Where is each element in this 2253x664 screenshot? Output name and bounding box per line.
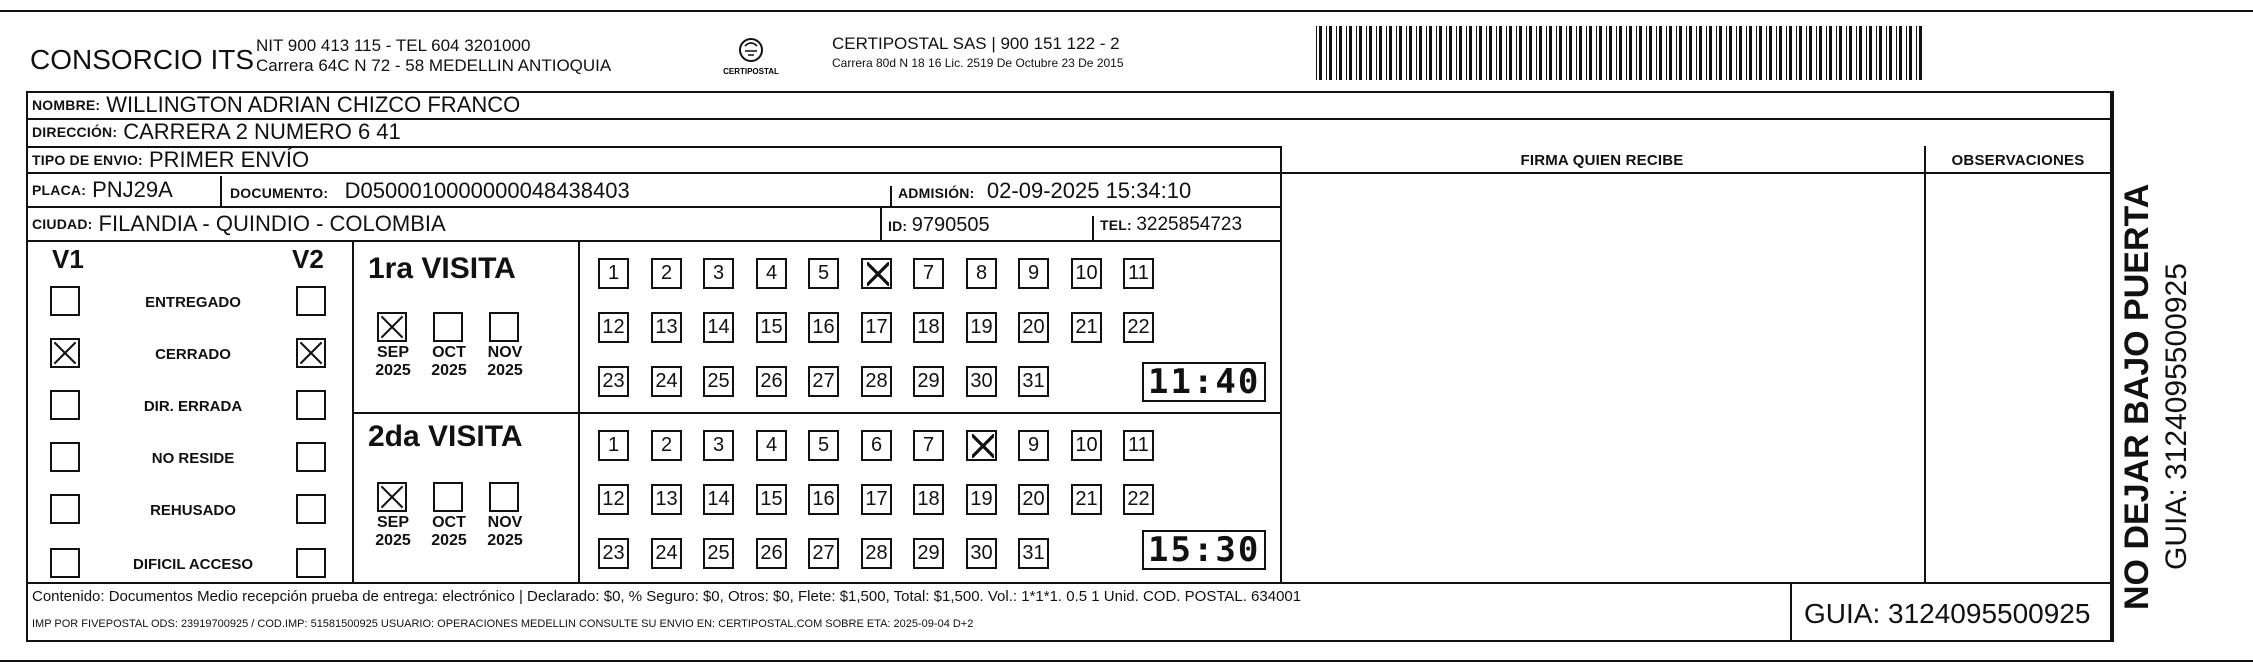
tel-field — [1100, 214, 1242, 236]
barcode-bar — [1506, 26, 1507, 80]
barcode-bar — [1516, 26, 1517, 80]
visit1-day[interactable]: 15 — [756, 312, 787, 343]
visit2-day[interactable]: 17 — [861, 484, 892, 515]
visit1-day[interactable]: 9 — [1018, 258, 1049, 289]
placa-divider — [220, 176, 222, 206]
barcode-bar — [1439, 26, 1442, 80]
barcode-bar — [1676, 26, 1677, 80]
visit2-day[interactable]: 16 — [808, 484, 839, 515]
certipostal-logo — [723, 34, 779, 80]
barcode-bar — [1599, 26, 1602, 80]
barcode-bar — [1576, 26, 1577, 80]
barcode-bar — [1376, 26, 1377, 80]
barcode-bar — [1589, 26, 1592, 80]
id-field — [888, 214, 990, 237]
visit2-day[interactable]: 25 — [703, 538, 734, 569]
admision-divider — [890, 186, 892, 206]
barcode-bar — [1389, 26, 1392, 80]
status-option-label: REHUSADO — [150, 502, 236, 519]
barcode-bar — [1906, 26, 1907, 80]
visit2-day[interactable]: 5 — [808, 430, 839, 461]
row-line-4 — [26, 206, 1282, 208]
visit1-day[interactable]: 14 — [703, 312, 734, 343]
barcode-bar — [1349, 26, 1352, 80]
visit1-day[interactable]: 10 — [1071, 258, 1102, 289]
barcode-bar — [1639, 26, 1642, 80]
v1-checkbox[interactable] — [50, 442, 80, 472]
side-guia — [2160, 263, 2194, 570]
barcode-bar — [1559, 26, 1562, 80]
visit2-month-checkbox[interactable] — [377, 482, 407, 512]
barcode-bar — [1769, 26, 1772, 80]
visit2-day[interactable]: 3 — [703, 430, 734, 461]
v1-checkbox[interactable] — [50, 338, 80, 368]
footer-imp: IMP POR FIVEPOSTAL ODS: 23919700925 / COD.IMP: 51581500925 USUARIO: OPERACIONES MEDELLIN CONSULTE SU ENVIO EN: CERTIPOSTAL.COM SOBRE ETA: 2025-09-04 D+2 — [32, 618, 974, 630]
barcode-bar — [1889, 26, 1892, 80]
barcode-bar — [1796, 26, 1797, 80]
visit1-month-year: 2025 — [375, 362, 411, 379]
barcode-bar — [1509, 26, 1512, 80]
barcode-bar — [1696, 26, 1697, 80]
visit2-day[interactable] — [966, 430, 997, 461]
visit1-day[interactable]: 3 — [703, 258, 734, 289]
barcode-bar — [1386, 26, 1387, 80]
side-warning-text: NO DEJAR BAJO PUERTA — [2118, 183, 2156, 610]
visit2-day[interactable]: 18 — [913, 484, 944, 515]
status-option-label: ENTREGADO — [145, 294, 241, 311]
v1-checkbox[interactable] — [50, 390, 80, 420]
barcode-bar — [1709, 26, 1712, 80]
barcode-bar — [1836, 26, 1837, 80]
visit2-day[interactable]: 23 — [598, 538, 629, 569]
visit2-day[interactable]: 26 — [756, 538, 787, 569]
observaciones-area[interactable] — [1928, 176, 2108, 580]
barcode-bar — [1706, 26, 1707, 80]
visit1-day[interactable]: 25 — [703, 366, 734, 397]
visit1-day[interactable]: 2 — [651, 258, 682, 289]
direccion-row — [28, 118, 401, 146]
status-divider — [352, 240, 354, 582]
barcode-bar — [1659, 26, 1662, 80]
barcode-bar — [1379, 26, 1382, 80]
status-option-label: DIR. ERRADA — [143, 398, 243, 415]
visit1-day[interactable]: 20 — [1018, 312, 1049, 343]
ciudad-label: CIUDAD: — [32, 216, 93, 232]
barcode-bar — [1916, 26, 1917, 80]
barcode-bar — [1766, 26, 1767, 80]
v2-checkbox[interactable] — [296, 548, 326, 578]
visit2-day[interactable]: 14 — [703, 484, 734, 515]
barcode-bar — [1846, 26, 1847, 80]
direccion-label: DIRECCIÓN: — [32, 124, 118, 140]
visit1-day[interactable]: 7 — [913, 258, 944, 289]
placa-value: PNJ29A — [92, 177, 173, 202]
visit1-day[interactable]: 11 — [1123, 258, 1154, 289]
v1-checkbox[interactable] — [50, 548, 80, 578]
barcode-bar — [1316, 26, 1317, 80]
barcode-bar — [1669, 26, 1672, 80]
barcode-bar — [1429, 26, 1432, 80]
visit2-day[interactable]: 31 — [1018, 538, 1049, 569]
visit2-day[interactable]: 29 — [913, 538, 944, 569]
barcode-bar — [1356, 26, 1357, 80]
visit1-day[interactable]: 27 — [808, 366, 839, 397]
id-label: ID: — [888, 218, 908, 234]
barcode-bar — [1496, 26, 1497, 80]
v2-checkbox[interactable] — [296, 390, 326, 420]
barcode-bar — [1499, 26, 1502, 80]
barcode-bar — [1396, 26, 1397, 80]
barcode-bar — [1839, 26, 1842, 80]
barcode-bar — [1339, 26, 1342, 80]
barcode-bar — [1326, 26, 1327, 80]
row-line-footer — [26, 582, 2112, 584]
courier-address: Carrera 80d N 18 16 Lic. 2519 De Octubre 23 De 2015 — [832, 56, 1124, 70]
barcode-bar — [1319, 26, 1322, 80]
visit2-day[interactable]: 2 — [651, 430, 682, 461]
barcode-bar — [1726, 26, 1727, 80]
barcode-bar — [1456, 26, 1457, 80]
barcode-bar — [1826, 26, 1827, 80]
barcode-bar — [1829, 26, 1832, 80]
admision-label: ADMISIÓN: — [898, 185, 975, 201]
visit1-month-name: OCT — [432, 344, 466, 361]
visit2-month-year: 2025 — [431, 532, 467, 549]
company-address: Carrera 64C N 72 - 58 MEDELLIN ANTIOQUIA — [256, 56, 612, 75]
barcode-bar — [1409, 26, 1412, 80]
visit2-day[interactable]: 10 — [1071, 430, 1102, 461]
visit2-day[interactable]: 15 — [756, 484, 787, 515]
placa-label: PLACA: — [32, 182, 87, 198]
barcode-bar — [1756, 26, 1757, 80]
visit1-day[interactable]: 18 — [913, 312, 944, 343]
visit2-time: 15:30 — [1142, 530, 1266, 570]
barcode-bar — [1536, 26, 1537, 80]
barcode-bar — [1776, 26, 1777, 80]
status-option-label: NO RESIDE — [151, 450, 235, 467]
firma-label: FIRMA QUIEN RECIBE — [1520, 152, 1684, 169]
company-nit: NIT 900 413 115 - TEL 604 3201000 — [256, 36, 531, 55]
visit2-day[interactable]: 20 — [1018, 484, 1049, 515]
v1-label: V1 — [52, 244, 84, 274]
barcode-bar — [1656, 26, 1657, 80]
visit1-month-year: 2025 — [487, 362, 523, 379]
bottom-border — [0, 660, 2253, 662]
direccion-value: CARRERA 2 NUMERO 6 41 — [123, 119, 401, 144]
firma-left-divider — [1280, 146, 1282, 582]
visit1-day[interactable]: 13 — [651, 312, 682, 343]
visit1-month-checkbox[interactable] — [433, 312, 463, 342]
visit2-day[interactable]: 7 — [913, 430, 944, 461]
visit2-day[interactable]: 1 — [598, 430, 629, 461]
barcode-bar — [1369, 26, 1372, 80]
barcode-bar — [1366, 26, 1367, 80]
barcode-bar — [1849, 26, 1852, 80]
barcode-bar — [1729, 26, 1732, 80]
visit1-day[interactable]: 12 — [598, 312, 629, 343]
barcode-bar — [1716, 26, 1717, 80]
barcode-bar — [1556, 26, 1557, 80]
barcode-bar — [1686, 26, 1687, 80]
barcode-bar — [1329, 26, 1332, 80]
barcode-bar — [1586, 26, 1587, 80]
visit1-day[interactable]: 21 — [1071, 312, 1102, 343]
visit2-month-name: NOV — [487, 514, 523, 531]
footer-guia-divider — [1790, 582, 1792, 642]
seal-icon — [723, 34, 779, 80]
visit2-month-checkbox[interactable] — [489, 482, 519, 512]
ciudad-row — [28, 210, 446, 238]
barcode-bar — [1596, 26, 1597, 80]
id-value: 9790505 — [911, 214, 990, 236]
v2-checkbox[interactable] — [296, 494, 326, 524]
barcode-bar — [1436, 26, 1437, 80]
barcode-bar — [1419, 26, 1422, 80]
visit1-day[interactable]: 19 — [966, 312, 997, 343]
status-option-label: CERRADO — [155, 346, 231, 363]
barcode-bar — [1426, 26, 1427, 80]
barcode-bar — [1649, 26, 1652, 80]
barcode-bar — [1909, 26, 1912, 80]
barcode-bar — [1519, 26, 1522, 80]
visit2-day[interactable]: 4 — [756, 430, 787, 461]
status-option-label: DIFICIL ACCESO — [132, 556, 253, 573]
barcode-bar — [1809, 26, 1812, 80]
tel-divider — [1092, 216, 1094, 240]
visit1-month-checkbox[interactable] — [489, 312, 519, 342]
barcode-bar — [1529, 26, 1532, 80]
barcode-bar — [1606, 26, 1607, 80]
barcode-bar — [1646, 26, 1647, 80]
visit1-time: 11:40 — [1142, 362, 1266, 402]
barcode-bar — [1466, 26, 1467, 80]
visit1-month-name: NOV — [487, 344, 523, 361]
visit1-day[interactable]: 1 — [598, 258, 629, 289]
visit1-day[interactable]: 4 — [756, 258, 787, 289]
visit1-day[interactable]: 8 — [966, 258, 997, 289]
tipo-value: PRIMER ENVÍO — [148, 147, 310, 172]
visit2-day[interactable]: 19 — [966, 484, 997, 515]
barcode-bar — [1579, 26, 1582, 80]
visit2-day[interactable]: 28 — [861, 538, 892, 569]
barcode-bar — [1569, 26, 1572, 80]
v2-checkbox[interactable] — [296, 442, 326, 472]
barcode-bar — [1919, 26, 1922, 80]
v2-checkbox[interactable] — [296, 286, 326, 316]
visit1-month-checkbox[interactable] — [377, 312, 407, 342]
v1-checkbox[interactable] — [50, 286, 80, 316]
v2-checkbox[interactable] — [296, 338, 326, 368]
visit2-day[interactable]: 30 — [966, 538, 997, 569]
admision-value: 02-09-2025 15:34:10 — [986, 178, 1192, 203]
visit2-day[interactable]: 24 — [651, 538, 682, 569]
barcode-bar — [1336, 26, 1337, 80]
v2-label: V2 — [292, 244, 324, 274]
documento-value: D0500010000000048438403 — [344, 178, 630, 203]
admision-field — [898, 178, 1191, 204]
barcode-bar — [1896, 26, 1897, 80]
documento-label: DOCUMENTO: — [230, 185, 329, 201]
barcode-bar — [1666, 26, 1667, 80]
visit2-month-year: 2025 — [487, 532, 523, 549]
id-divider — [880, 206, 882, 240]
tel-label: TEL: — [1100, 217, 1132, 233]
barcode-bar — [1446, 26, 1447, 80]
barcode-bar — [1616, 26, 1617, 80]
barcode-bar — [1786, 26, 1787, 80]
visit2-day[interactable]: 12 — [598, 484, 629, 515]
nombre-row — [28, 91, 520, 119]
observaciones-label: OBSERVACIONES — [1951, 152, 2085, 169]
visit2-day[interactable]: 9 — [1018, 430, 1049, 461]
barcode-bar — [1739, 26, 1742, 80]
barcode-image — [1316, 26, 1928, 80]
barcode-bar — [1736, 26, 1737, 80]
visit2-day[interactable]: 22 — [1123, 484, 1154, 515]
barcode-bar — [1629, 26, 1632, 80]
nombre-value: WILLINGTON ADRIAN CHIZCO FRANCO — [106, 92, 521, 117]
barcode-bar — [1759, 26, 1762, 80]
barcode-bar — [1459, 26, 1462, 80]
visit1-day[interactable]: 24 — [651, 366, 682, 397]
barcode-bar — [1566, 26, 1567, 80]
visit1-day[interactable]: 30 — [966, 366, 997, 397]
barcode-bar — [1486, 26, 1487, 80]
barcode-bar — [1779, 26, 1782, 80]
barcode-bar — [1489, 26, 1492, 80]
barcode-bar — [1636, 26, 1637, 80]
footer-guia: GUIA: 3124095500925 — [1804, 598, 2091, 629]
visit2-day[interactable]: 21 — [1071, 484, 1102, 515]
documento-field — [230, 178, 630, 204]
barcode-bar — [1549, 26, 1552, 80]
barcode — [1316, 26, 1928, 80]
top-border — [0, 10, 2253, 12]
barcode-bar — [1416, 26, 1417, 80]
visit1-day[interactable]: 22 — [1123, 312, 1154, 343]
barcode-bar — [1869, 26, 1872, 80]
visit-days-divider — [578, 240, 580, 582]
barcode-bar — [1799, 26, 1802, 80]
barcode-bar — [1399, 26, 1402, 80]
barcode-bar — [1679, 26, 1682, 80]
visit1-day[interactable]: 23 — [598, 366, 629, 397]
barcode-bar — [1899, 26, 1902, 80]
barcode-bar — [1609, 26, 1612, 80]
visit2-month-year: 2025 — [375, 532, 411, 549]
footer-contenido: Contenido: Documentos Medio recepción prueba de entrega: electrónico | Declarado: $0, % Seguro: $0, Otros: $0, Flete: $1,500, Total: $1,500. Vol.: 1*1*1. 0.5 1 Unid. COD. POSTAL. 634001 — [32, 588, 1302, 605]
visit2-day[interactable]: 11 — [1123, 430, 1154, 461]
barcode-bar — [1479, 26, 1482, 80]
barcode-bar — [1476, 26, 1477, 80]
placa-row — [28, 176, 173, 204]
barcode-bar — [1359, 26, 1362, 80]
courier-name: CERTIPOSTAL SAS | 900 151 122 - 2 — [832, 34, 1120, 53]
barcode-bar — [1699, 26, 1702, 80]
visit2-title: 2da VISITA — [368, 420, 523, 453]
barcode-bar — [1406, 26, 1407, 80]
barcode-bar — [1719, 26, 1722, 80]
visit2-month-name: SEP — [376, 514, 409, 531]
barcode-bar — [1539, 26, 1542, 80]
visit2-month-name: OCT — [432, 514, 466, 531]
visit2-day[interactable]: 27 — [808, 538, 839, 569]
visit1-month-year: 2025 — [431, 362, 467, 379]
ciudad-value: FILANDIA - QUINDIO - COLOMBIA — [98, 211, 446, 236]
visit1-day[interactable]: 31 — [1018, 366, 1049, 397]
barcode-bar — [1859, 26, 1862, 80]
barcode-bar — [1789, 26, 1792, 80]
row-line-5 — [26, 240, 1282, 242]
barcode-bar — [1879, 26, 1882, 80]
barcode-bar — [1546, 26, 1547, 80]
v1-checkbox[interactable] — [50, 494, 80, 524]
visit1-day[interactable]: 26 — [756, 366, 787, 397]
barcode-bar — [1469, 26, 1472, 80]
barcode-bar — [1689, 26, 1692, 80]
visit1-title: 1ra VISITA — [368, 252, 516, 285]
barcode-bar — [1876, 26, 1877, 80]
barcode-bar — [1619, 26, 1622, 80]
barcode-bar — [1526, 26, 1527, 80]
firma-header-line — [1280, 172, 2112, 174]
visit1-day[interactable]: 5 — [808, 258, 839, 289]
firma-area[interactable] — [1284, 176, 1922, 580]
barcode-bar — [1746, 26, 1747, 80]
barcode-bar — [1346, 26, 1347, 80]
barcode-bar — [1449, 26, 1452, 80]
barcode-bar — [1856, 26, 1857, 80]
svg-text:CERTIPOSTAL: CERTIPOSTAL — [723, 67, 779, 76]
side-guia-text: GUIA: 3124095500925 — [2160, 263, 2193, 570]
visit1-month-name: SEP — [376, 344, 409, 361]
barcode-bar — [1819, 26, 1822, 80]
side-warning — [2118, 90, 2157, 610]
visit2-day[interactable]: 13 — [651, 484, 682, 515]
visit2-month-checkbox[interactable] — [433, 482, 463, 512]
barcode-bar — [1816, 26, 1817, 80]
visit1-day[interactable]: 29 — [913, 366, 944, 397]
obs-left-divider — [1924, 146, 1926, 582]
barcode-bar — [1866, 26, 1867, 80]
tipo-label: TIPO DE ENVIO: — [32, 152, 143, 168]
barcode-bar — [1806, 26, 1807, 80]
visit1-day[interactable]: 17 — [861, 312, 892, 343]
company-name: CONSORCIO ITS — [30, 44, 255, 75]
visit1-day[interactable] — [861, 258, 892, 289]
visit1-day[interactable]: 16 — [808, 312, 839, 343]
visit-separator — [352, 412, 1282, 414]
barcode-bar — [1886, 26, 1887, 80]
nombre-label: NOMBRE: — [32, 97, 101, 113]
barcode-bar — [1626, 26, 1627, 80]
visit2-day[interactable]: 6 — [861, 430, 892, 461]
tel-value: 3225854723 — [1136, 214, 1243, 235]
visit1-day[interactable]: 28 — [861, 366, 892, 397]
tipo-row — [28, 146, 309, 174]
barcode-bar — [1749, 26, 1752, 80]
